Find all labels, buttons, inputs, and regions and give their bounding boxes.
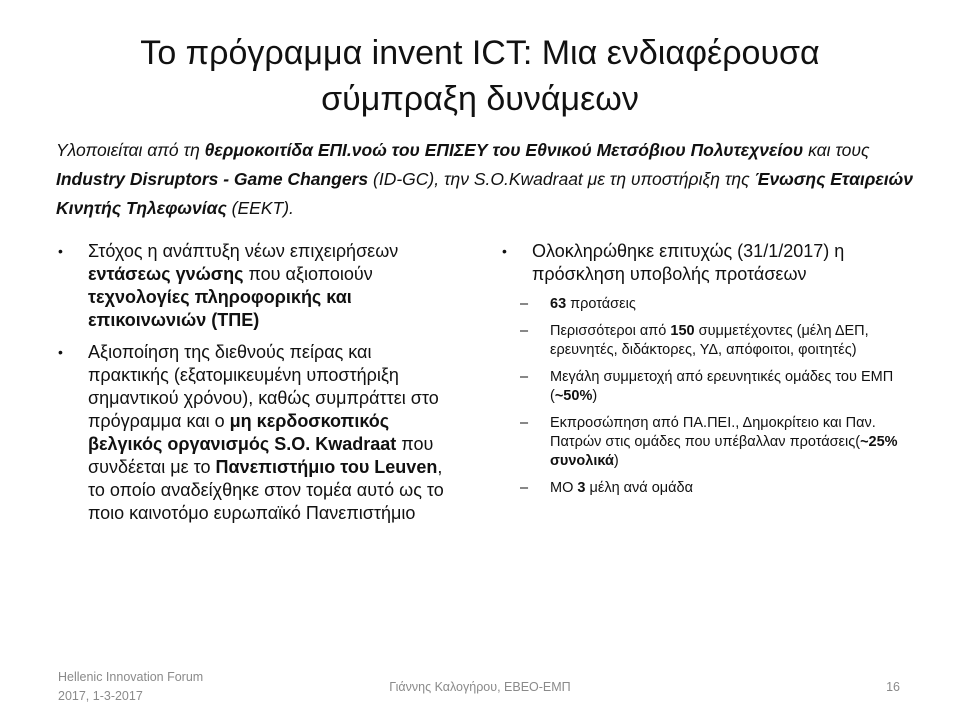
sub-text: Εκπροσώπηση από ΠΑ.ΠΕΙ., Δημοκρίτειο και Παν. Πατρών στις ομάδες που υπέβαλλαν προτάσεις( xyxy=(550,415,876,450)
bullet-text: που συνδέεται με το xyxy=(88,434,434,477)
sub-bold: ~25% συνολικά xyxy=(550,434,898,469)
page-number: 16 xyxy=(886,680,900,694)
bullet-text: Στόχος η ανάπτυξη νέων επιχειρήσεων xyxy=(88,241,399,261)
left-column xyxy=(58,240,453,534)
sub-text: Μεγάλη συμμετοχή από ερευνητικές ομάδες του ΕΜΠ ( xyxy=(550,369,894,404)
sub-bold: 63 xyxy=(550,296,567,312)
dash-icon: – xyxy=(520,415,529,431)
bullet-bold: εντάσεως γνώσης xyxy=(88,264,244,284)
bullet-text: Αξιοποίηση της διεθνούς πείρας και πρακτικής (εξατομικευμένη υποστήριξη σημαντικού χρόνου), καθώς συμπράττει στο πρόγραμμα και ο xyxy=(88,342,439,431)
bullet-dot-icon: • xyxy=(58,344,63,360)
intro-bold: θερμοκοιτίδα ΕΠΙ.νοώ του ΕΠΙΣΕΥ του Εθνικού Μετσόβιου Πολυτεχνείου xyxy=(204,140,804,160)
sub-bullet-participants xyxy=(502,322,902,360)
slide-title-line2: σύμπραξη δυνάμεων xyxy=(321,80,639,118)
sub-bullet-ntua-share xyxy=(502,368,902,406)
footer-event-line2: 2017, 1-3-2017 xyxy=(58,689,143,703)
bullet-experience xyxy=(58,341,453,525)
intro-paragraph xyxy=(56,136,916,223)
slide-title xyxy=(60,30,900,122)
sub-text: μέλη ανά ομάδα xyxy=(585,480,693,496)
intro-text: και τους xyxy=(803,140,870,160)
footer-author: Γιάννης Καλογήρου, ΕΒΕΟ-ΕΜΠ xyxy=(389,680,571,694)
intro-bold: Industry Disruptors - Game Changers xyxy=(56,169,369,189)
intro-text: Υλοποιείται από τη xyxy=(56,140,205,160)
sub-text: συμμετέχοντες (μέλη ΔΕΠ, ερευνητές, διδάκτορες, ΥΔ, απόφοιτοι, φοιτητές) xyxy=(550,323,869,358)
dash-icon: – xyxy=(520,369,529,385)
dash-icon: – xyxy=(520,296,529,312)
bullet-dot-icon: • xyxy=(502,243,507,259)
sub-bold: ~50% xyxy=(554,388,593,404)
sub-bold: 3 xyxy=(577,480,586,496)
intro-text: (ID-GC), την S.O.Kwadraat με τη υποστήριξη της xyxy=(368,169,755,189)
intro-text: (ΕΕΚΤ). xyxy=(226,198,294,218)
sub-text: ) xyxy=(613,453,619,469)
bullet-bold: Πανεπιστήμιο του Leuven xyxy=(215,457,438,477)
bullet-bold: τεχνολογίες πληροφορικής και επικοινωνιών (ΤΠΕ) xyxy=(88,287,352,330)
bullet-goal xyxy=(58,240,453,332)
sub-text: προτάσεις xyxy=(566,296,636,312)
sub-bold: 150 xyxy=(670,323,695,339)
footer-event-line1: Hellenic Innovation Forum xyxy=(58,670,204,684)
sub-bullet-other-universities xyxy=(502,414,902,471)
right-column xyxy=(502,240,902,506)
dash-icon: – xyxy=(520,323,529,339)
footer-event xyxy=(58,668,203,706)
sub-text: ΜΟ xyxy=(550,480,578,496)
dash-icon: – xyxy=(520,480,529,496)
bullet-text: , το οποίο αναδείχθηκε στον τομέα αυτό ως το ποιο καινοτόμο ευρωπαϊκό Πανεπιστήμιο xyxy=(88,457,444,523)
bullet-text: που αξιοποιούν xyxy=(243,264,373,284)
sub-bullet-proposals xyxy=(502,295,902,314)
sub-text: Περισσότεροι από xyxy=(550,323,671,339)
sub-bullet-list xyxy=(502,295,902,498)
slide-title-line1: Το πρόγραμμα invent ICT: Μια ενδιαφέρουσα xyxy=(140,34,820,72)
sub-bullet-team-size xyxy=(502,479,902,498)
bullet-dot-icon: • xyxy=(58,243,63,259)
sub-text: ) xyxy=(592,388,598,404)
bullet-text: Ολοκληρώθηκε επιτυχώς (31/1/2017) η πρόσκληση υποβολής προτάσεων xyxy=(532,241,845,284)
intro-bold: Ένωσης Εταιρειών Κινητής Τηλεφωνίας xyxy=(56,169,913,218)
bullet-call-completed xyxy=(502,240,902,286)
bullet-bold: μη κερδοσκοπικός βελγικός οργανισμός S.O. Kwadraat xyxy=(88,411,397,454)
